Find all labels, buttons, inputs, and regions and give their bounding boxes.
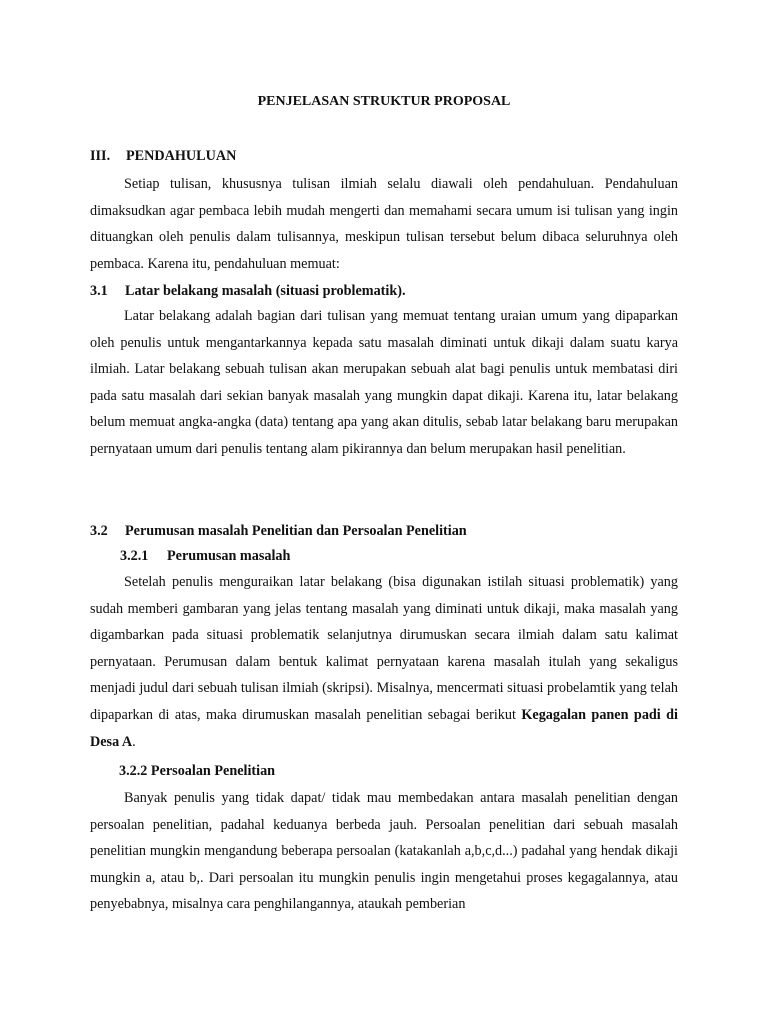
section-number: 3.1 xyxy=(90,283,108,299)
paragraph-persoalan-penelitian xyxy=(90,785,678,918)
paragraph-text: Setiap tulisan, khususnya tulisan ilmiah selalu diawali oleh pendahuluan. Pendahuluan dimaksudkan agar pembaca lebih mudah mengerti dan memahami secara umum isi tulisan yang ingin dituangkan oleh penulis dalam tulisannya, meskipun tulisan tersebut belum dibaca seluruhnya oleh pembaca. Karena itu, pendahuluan memuat: xyxy=(90,176,678,272)
section-heading-3-1 xyxy=(90,282,406,300)
section-label: Latar belakang masalah (situasi problematik). xyxy=(125,283,406,299)
section-number: 3.2.1 xyxy=(120,548,149,564)
section-number: III. xyxy=(90,148,111,164)
section-heading-3-2-2: 3.2.2 Persoalan Penelitian xyxy=(119,763,276,779)
example-period: . xyxy=(132,733,136,750)
section-heading-3-2 xyxy=(90,522,467,540)
paragraph-text: Banyak penulis yang tidak dapat/ tidak mau membedakan antara masalah penelitian dengan persoalan penelitian, padahal keduanya berbeda jauh. Persoalan penelitian dari sebuah masalah penelitian mungkin mengandung beberapa persoalan (katakanlah a,b,c,d...) padahal yang hendak dikaji mungkin a, atau b,. Dari persoalan itu mungkin penulis ingin mengetahui proses kegagalannya, atau penyebabnya, misalnya cara penghilangannya, ataukah pemberian xyxy=(90,790,678,913)
document-page xyxy=(90,0,678,1024)
example-problem: Kegagalan panen padi di Desa A xyxy=(90,706,678,750)
paragraph-perumusan-masalah xyxy=(90,569,678,755)
section-label: Perumusan masalah Penelitian dan Persoalan Penelitian xyxy=(125,523,467,539)
paragraph-latar-belakang xyxy=(90,303,678,463)
section-label: PENDAHULUAN xyxy=(126,148,237,164)
section-heading-iii xyxy=(90,147,236,165)
paragraph-text: Setelah penulis menguraikan latar belakang (bisa digunakan istilah situasi problematik) yang sudah memberi gambaran yang jelas tentang masalah yang diminati untuk dikaji, maka masalah yang digambarkan pada situasi problematik selanjutnya dirumuskan secara ilmiah dalam satu kalimat pernyataan. Perumusan dalam bentuk kalimat pernyataan karena masalah itulah yang sekaligus menjadi judul dari sebuah tulisan ilmiah (skripsi). Misalnya, mencermati situasi probelamtik yang telah dipaparkan di atas, maka dirumuskan masalah penelitian sebagai berikut xyxy=(90,574,678,723)
section-label: Perumusan masalah xyxy=(167,548,291,564)
paragraph-pendahuluan xyxy=(90,171,678,277)
section-heading-3-2-1 xyxy=(120,547,290,565)
paragraph-text: Latar belakang adalah bagian dari tulisan yang memuat tentang uraian umum yang dipaparkan oleh penulis untuk mengantarkannya kepada satu masalah diminati untuk dikaji dalam suatu karya ilmiah. Latar belakang sebuah tulisan akan merupakan sebuah alat bagi penulis untuk membatasi diri pada satu masalah dari sekian banyak masalah yang mungkin dapat dikaji. Karena itu, latar belakang belum memuat angka-angka (data) tentang apa yang akan ditulis, sebab latar belakang baru merupakan pernyataan umum dari penulis tentang alam pikirannya dan belum merupakan hasil penelitian. xyxy=(90,308,678,457)
section-number: 3.2 xyxy=(90,523,108,539)
document-title: PENJELASAN STRUKTUR PROPOSAL xyxy=(257,94,511,109)
